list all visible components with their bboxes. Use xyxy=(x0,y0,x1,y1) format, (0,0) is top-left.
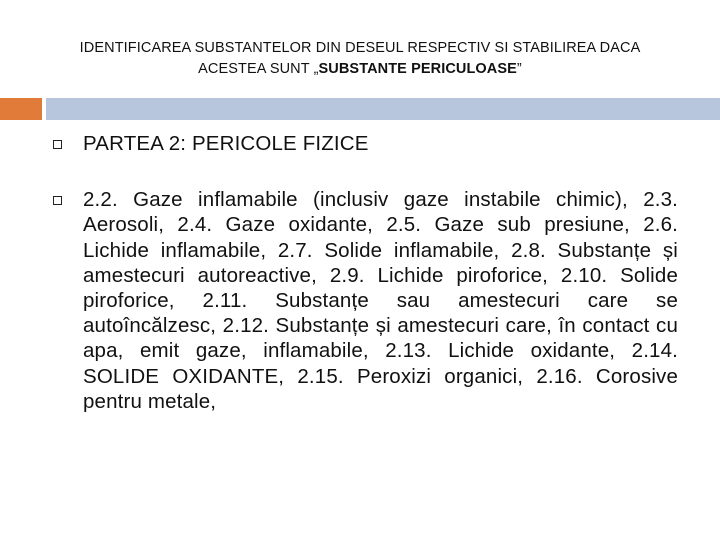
bullet-list xyxy=(50,128,678,414)
title-line-2-prefix: ACESTEA SUNT „ xyxy=(198,61,319,77)
title-line-2-emphasis: SUBSTANTE PERICULOASE xyxy=(318,61,517,77)
square-bullet-icon xyxy=(53,196,62,205)
square-bullet-icon xyxy=(53,140,62,149)
divider-bar xyxy=(46,98,720,120)
slide-title xyxy=(40,38,680,80)
bullet-text: 2.2. Gaze inflamabile (inclusiv gaze instabile chimic), 2.3. Aerosoli, 2.4. Gaze oxidante, 2.5. Gaze sub presiune, 2.6. Lichide inflamabile, 2.7. Solide inflamabile, 2.8. Substanțe și amestecuri autoreactive, 2.9. Lichide piroforice, 2.10. Solide piroforice, 2.11. Substanțe sau amestecuri care se autoîncălzesc, 2.12. Substanțe și amestecuri care, în contact cu apa, emit gaze, inflamabile, 2.13. Lichide oxidante, 2.14. SOLIDE OXIDANTE, 2.15. Peroxizi organici, 2.16. Corosive pentru metale, xyxy=(83,188,678,413)
bullet-item-hazard-list xyxy=(50,187,678,414)
accent-bar xyxy=(0,98,42,120)
bullet-item-section-heading xyxy=(50,131,678,156)
title-line-2 xyxy=(40,59,680,80)
bullet-text: PARTEA 2: PERICOLE FIZICE xyxy=(83,132,369,155)
title-line-1: IDENTIFICAREA SUBSTANTELOR DIN DESEUL RESPECTIV SI STABILIREA DACA xyxy=(79,40,641,56)
title-line-2-suffix: ” xyxy=(516,61,522,77)
